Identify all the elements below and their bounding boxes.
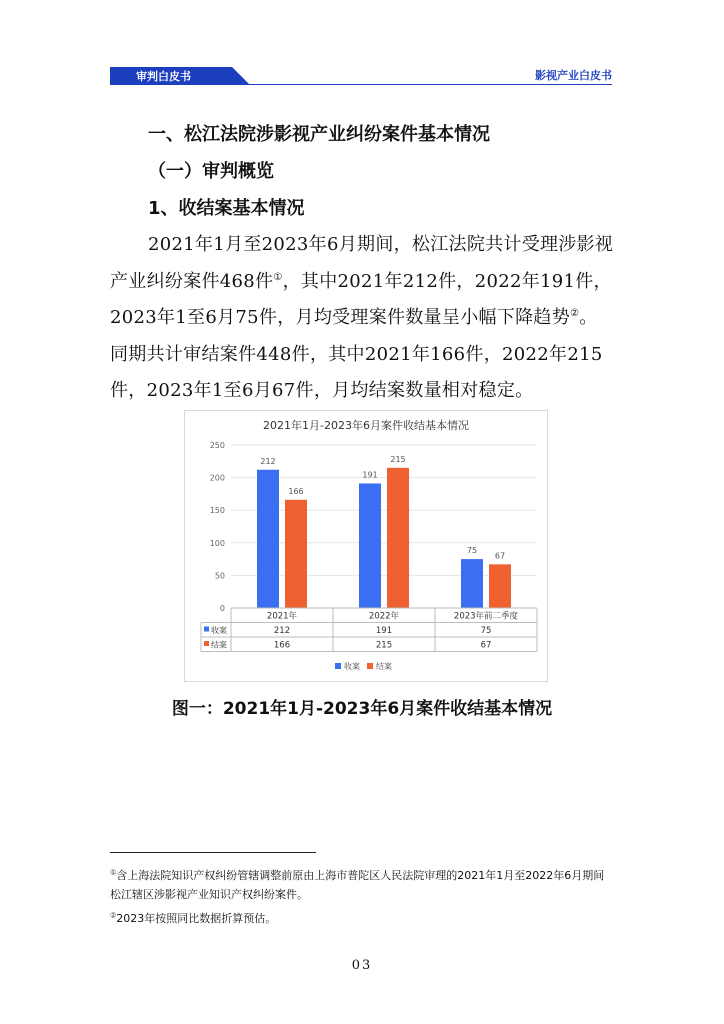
legend-swatch	[335, 663, 341, 669]
paragraph-text-1: 2021年1月至2023年6月期间，松江法院共计受理涉影视产业纠纷案件468件	[110, 234, 614, 292]
legend-swatch	[367, 663, 373, 669]
data-label: 191	[362, 470, 378, 480]
figure-caption: 图一：2021年1月-2023年6月案件收结基本情况	[171, 699, 553, 719]
table-series-name: 结案	[211, 640, 227, 650]
subsection-heading: （一）审判概览	[148, 161, 274, 182]
table-value: 166	[273, 640, 291, 651]
table-value: 191	[375, 626, 393, 636]
footnote-1	[110, 866, 614, 904]
bar-closed	[285, 500, 307, 608]
data-label: 75	[466, 546, 478, 556]
y-tick-label: 0	[219, 604, 225, 613]
section-heading: 一、松江法院涉影视产业纠纷案件基本情况	[148, 124, 490, 145]
chart-svg	[185, 411, 547, 681]
sub-subsection-heading: 1、收结案基本情况	[148, 198, 305, 219]
legend-label: 收案	[344, 662, 360, 671]
footnote-ref-1[interactable]: ①	[273, 271, 283, 283]
y-tick-label: 100	[209, 538, 225, 548]
footnote-1-mark: ①	[110, 868, 117, 877]
header-title: 影视产业白皮书	[535, 69, 612, 82]
data-label: 215	[390, 454, 406, 464]
chart-title: 2021年1月-2023年6月案件收结基本情况	[263, 419, 469, 432]
paragraph-text-3: 。同期共计审结案件448件，其中2021年166件，2022年215件，2023年1至6月67件，月均结案数量相对稳定。	[110, 307, 603, 401]
data-label: 212	[260, 456, 276, 466]
table-value: 212	[273, 626, 291, 636]
body-paragraph	[110, 227, 614, 410]
page-number: 03	[351, 958, 373, 973]
header-tag-label: 审判白皮书	[136, 70, 191, 83]
table-series-swatch	[204, 641, 209, 646]
table-series-name: 收案	[211, 626, 227, 635]
y-tick-label: 150	[209, 506, 225, 516]
table-value: 67	[480, 640, 492, 651]
footnote-2-text: 2023年按照同比数据折算预估。	[116, 912, 277, 925]
header-tag	[110, 67, 250, 85]
table-category-label: 2023年前二季度	[453, 611, 519, 622]
y-tick-label: 200	[209, 473, 225, 483]
table-category-label: 2022年	[368, 611, 400, 622]
data-label: 67	[494, 551, 506, 561]
table-series-swatch	[204, 627, 209, 632]
footnote-ref-2[interactable]: ②	[570, 308, 580, 319]
chart	[184, 410, 548, 682]
bar-closed	[489, 564, 511, 608]
footnote-divider	[110, 852, 316, 853]
bar-received	[257, 470, 279, 608]
footnote-2-mark: ②	[110, 911, 117, 920]
table-category-label: 2021年	[266, 611, 298, 622]
bar-received	[359, 483, 381, 608]
table-value: 75	[480, 626, 492, 636]
bar-received	[461, 559, 483, 608]
footnote-2	[110, 909, 614, 928]
y-tick-label: 250	[209, 441, 225, 450]
data-label: 166	[288, 486, 304, 496]
bar-closed	[387, 468, 409, 608]
header-divider	[110, 84, 612, 85]
footnote-1-text: 含上海法院知识产权纠纷管辖调整前原由上海市普陀区人民法院审理的2021年1月至2022年6月期间松江辖区涉影视产业知识产权纠纷案件。	[110, 869, 605, 901]
paragraph-text-2: ，其中2021年212件，2022年191件，2023年1至6月75件，月均受理案件数量呈小幅下降趋势	[110, 270, 612, 328]
table-value: 215	[375, 640, 393, 651]
legend-label: 结案	[376, 662, 392, 671]
y-tick-label: 50	[214, 571, 225, 581]
